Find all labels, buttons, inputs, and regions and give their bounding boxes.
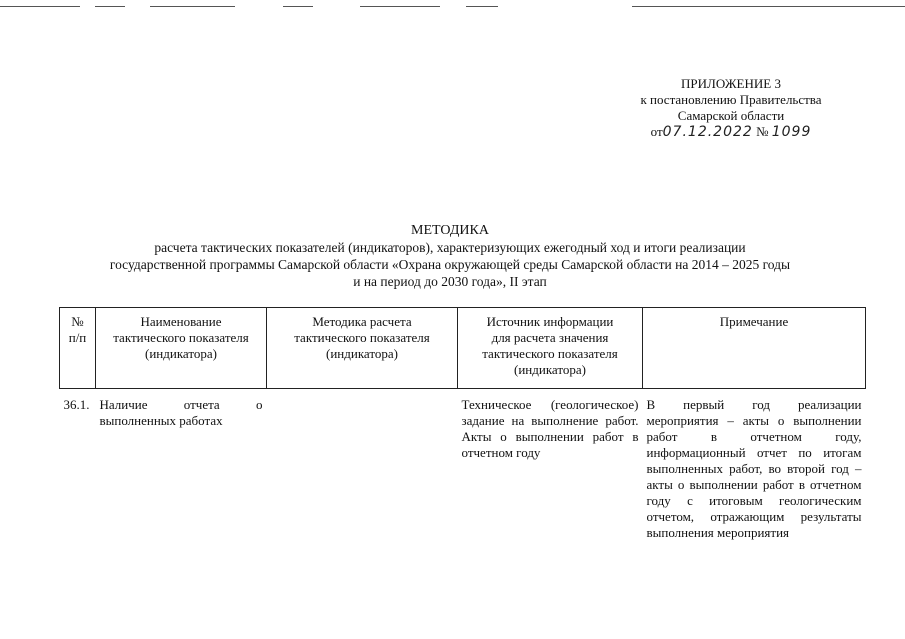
table-row [60, 389, 866, 542]
handwritten-number: 1099 [771, 124, 812, 140]
top-cut-line [0, 6, 905, 7]
row-number: 36.1. [63, 397, 90, 412]
heading-line-2: государственной программы Самарской области «Охрана окружающей среды Самарской области на 2014 – 2025 годы [109, 257, 791, 272]
row-note: В первый год реализации мероприятия – акты о выполнении работ в отчетном году, информационный отчет по итогам выполненных работ, во второй год – акты о выполнении работ в отчетном году с итоговым геологическим отчетом, отражающим результаты выполнения мероприятия [646, 397, 862, 540]
header-calculation-method: Методика расчета тактического показателя (индикатора) [267, 308, 458, 389]
document-heading [40, 222, 860, 290]
heading-line-1: расчета тактических показателей (индикаторов), характеризующих ежегодный ход и итоги реализации [154, 240, 746, 255]
handwritten-date: 07.12.2022 [662, 124, 753, 140]
row-calculation-method [267, 389, 458, 542]
header-note: Примечание [643, 308, 866, 389]
appendix-region-line: Самарской области [677, 108, 785, 123]
row-information-source: Техническое (геологическое) задание на выполнение работ. Акты о выполнении работ в отчетном году [461, 397, 639, 460]
appendix-date-number-line [600, 124, 862, 140]
header-information-source: Источник информации для расчета значения тактического показателя (индикатора) [458, 308, 643, 389]
indicators-table [59, 307, 866, 541]
row-indicator-name: Наличие отчета о выполненных работах [99, 397, 263, 428]
date-prefix: от [650, 124, 663, 139]
appendix-resolution-line: к постановлению Правительства [640, 92, 822, 107]
number-sign: № [756, 124, 769, 139]
appendix-block [600, 76, 862, 140]
header-num: № п/п [60, 308, 96, 389]
appendix-title: ПРИЛОЖЕНИЕ 3 [681, 76, 781, 91]
table-header-row [60, 308, 866, 389]
document-title: МЕТОДИКА [411, 223, 489, 238]
heading-line-3: и на период до 2030 года», II этап [353, 274, 547, 289]
header-indicator-name: Наименование тактического показателя (индикатора) [96, 308, 267, 389]
